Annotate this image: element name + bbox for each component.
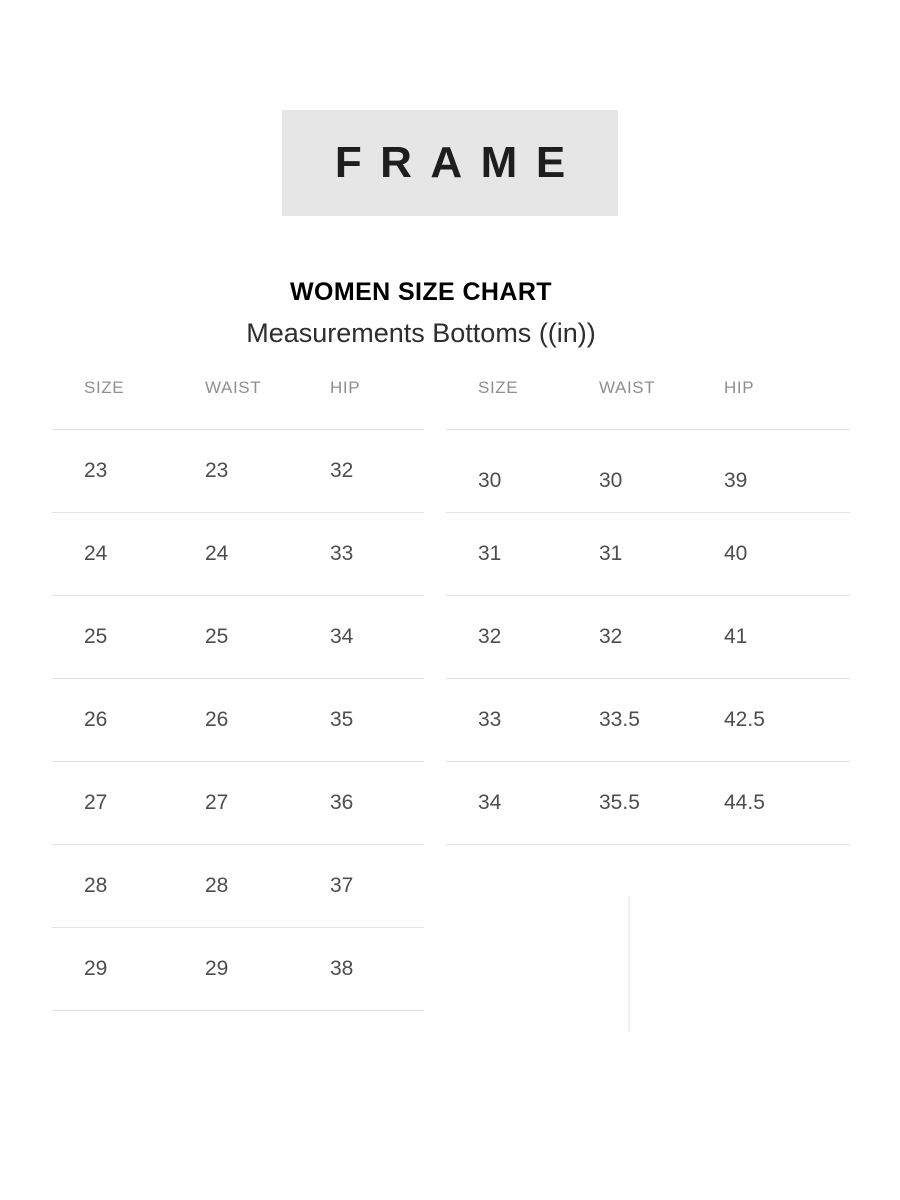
table-row (446, 596, 850, 679)
table-row (52, 513, 424, 596)
table-body-right (446, 430, 850, 845)
table-cell: 39 (724, 469, 748, 492)
table-cell: 27 (205, 791, 229, 814)
table-cell: 31 (478, 542, 502, 565)
column-header-size: SIZE (478, 378, 519, 397)
table-cell: 29 (205, 957, 229, 980)
table-cell: 33 (330, 542, 354, 565)
table-cell: 34 (478, 791, 502, 814)
table-cell: 26 (205, 708, 229, 731)
table-cell: 28 (205, 874, 229, 897)
table-header-row (446, 367, 850, 430)
table-cell: 32 (478, 625, 502, 648)
table-cell: 37 (330, 874, 354, 897)
page-subtitle: Measurements Bottoms ((in)) (246, 318, 596, 348)
vertical-divider (628, 896, 630, 1032)
table-cell: 32 (599, 625, 623, 648)
table-row (446, 430, 850, 513)
table-cell: 31 (599, 542, 623, 565)
brand-logo (282, 110, 618, 216)
table-cell: 27 (84, 791, 108, 814)
table-row (52, 430, 424, 513)
table-row (52, 928, 424, 1011)
table-cell: 34 (330, 625, 354, 648)
table-row (52, 679, 424, 762)
column-header-size: SIZE (84, 378, 125, 397)
table-body-left (52, 430, 424, 1011)
size-table-right (446, 367, 850, 845)
table-row (446, 762, 850, 845)
table-row (446, 513, 850, 596)
table-cell: 41 (724, 625, 748, 648)
table-cell: 38 (330, 957, 354, 980)
table-cell: 42.5 (724, 708, 765, 731)
table-cell: 25 (205, 625, 229, 648)
column-header-hip: HIP (330, 378, 361, 397)
table-cell: 30 (478, 469, 502, 492)
table-cell: 44.5 (724, 791, 765, 814)
table-cell: 26 (84, 708, 108, 731)
table-cell: 32 (330, 459, 354, 482)
table-cell: 35.5 (599, 791, 640, 814)
table-cell: 23 (205, 459, 229, 482)
table-row (52, 762, 424, 845)
brand-logo-text: FRAME (334, 138, 584, 187)
table-cell: 29 (84, 957, 108, 980)
table-cell: 24 (205, 542, 229, 565)
column-header-waist: WAIST (205, 378, 262, 397)
table-cell: 30 (599, 469, 623, 492)
table-cell: 23 (84, 459, 108, 482)
table-cell: 35 (330, 708, 354, 731)
table-cell: 28 (84, 874, 108, 897)
table-header-row (52, 367, 424, 430)
table-cell: 33.5 (599, 708, 640, 731)
size-table-left (52, 367, 424, 1011)
column-header-waist: WAIST (599, 378, 656, 397)
page-title: WOMEN SIZE CHART (290, 278, 552, 306)
heading-block (52, 278, 790, 349)
table-row (52, 596, 424, 679)
table-cell: 25 (84, 625, 108, 648)
table-row (446, 679, 850, 762)
table-cell: 33 (478, 708, 502, 731)
table-cell: 24 (84, 542, 108, 565)
table-row (52, 845, 424, 928)
table-cell: 36 (330, 791, 354, 814)
column-header-hip: HIP (724, 378, 755, 397)
table-cell: 40 (724, 542, 748, 565)
